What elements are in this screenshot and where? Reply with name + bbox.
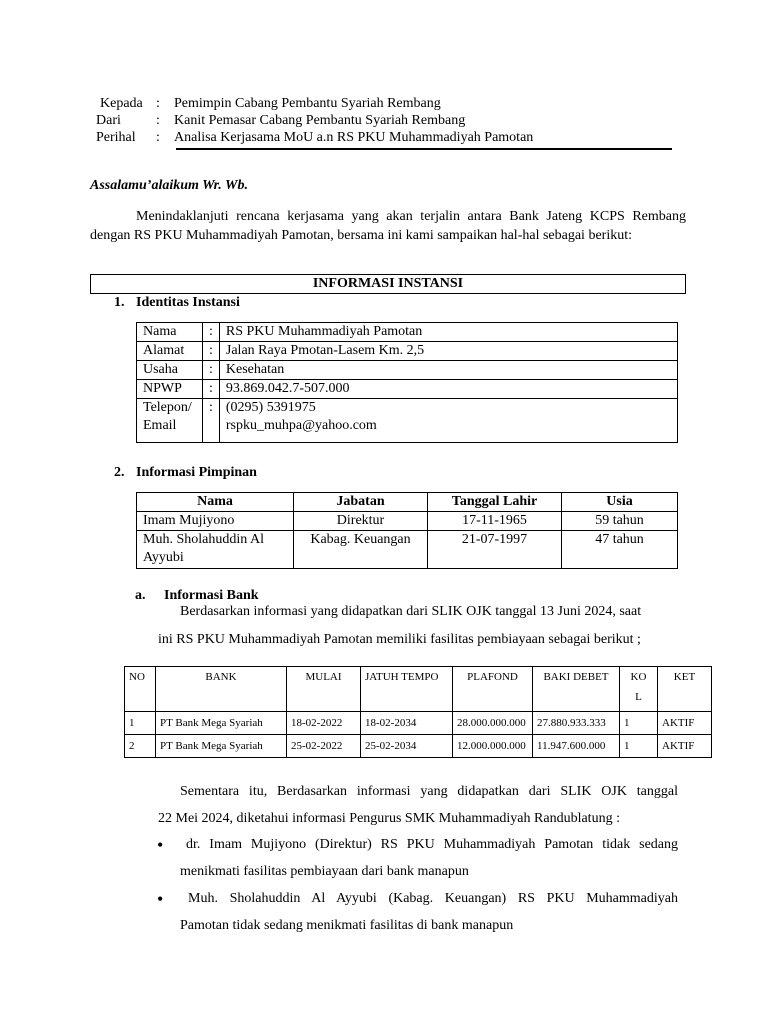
table-row [137, 380, 678, 399]
header-colon: : [156, 113, 160, 128]
identitas-table [136, 322, 678, 443]
identitas-value: RS PKU Muhammadiyah Pamotan [219, 323, 677, 342]
section2-number: 2. [114, 465, 125, 480]
pimpinan-usia: 47 tahun [562, 531, 678, 569]
bank-plafond: 28.000.000.000 [453, 712, 533, 735]
column-header: BANK [156, 667, 287, 712]
pimpinan-jabatan: Direktur [294, 512, 428, 531]
bullet2-line2: Pamotan tidak sedang menikmati fasilitas di bank manapun [180, 918, 514, 933]
table-row [137, 512, 678, 531]
header-value: Kanit Pemasar Cabang Pembantu Syariah Rembang [174, 113, 466, 128]
identitas-label: NPWP [137, 380, 203, 399]
intro-paragraph: Menindaklanjuti rencana kerjasama yang akan terjalin antara Bank Jateng KCPS Rembang dengan RS PKU Muhammadiyah Pamotan, bersama ini kami sampaikan hal-hal sebagai berikut: [90, 209, 686, 243]
identitas-colon: : [203, 380, 220, 399]
contact-email: rspku_muhpa@yahoo.com [225, 418, 377, 433]
pimpinan-nama: Imam Mujiyono [137, 512, 294, 531]
pimpinan-nama: Muh. Sholahuddin Al Ayyubi [137, 531, 294, 569]
identitas-colon: : [203, 323, 220, 342]
section-a-line2: ini RS PKU Muhammadiyah Pamotan memiliki fasilitas pembiayaan sebagai berikut ; [158, 632, 641, 647]
closing-line1: Sementara itu, Berdasarkan informasi yang didapatkan dari SLIK OJK tanggal [180, 784, 678, 799]
bank-mulai: 18-02-2022 [287, 712, 361, 735]
info-instansi-title: INFORMASI INSTANSI [90, 274, 686, 294]
bank-jatuh-tempo: 25-02-2034 [361, 735, 453, 758]
closing-line2: 22 Mei 2024, diketahui informasi Pengurus SMK Muhammadiyah Randublatung : [158, 811, 620, 826]
header-colon: : [156, 96, 160, 111]
bank-ket: AKTIF [658, 712, 712, 735]
bank-ket: AKTIF [658, 735, 712, 758]
column-header: PLAFOND [453, 667, 533, 712]
header-value: Pemimpin Cabang Pembantu Syariah Rembang [174, 96, 441, 111]
column-header: NO [125, 667, 156, 712]
pimpinan-table [136, 492, 678, 569]
header-row-dari [96, 112, 465, 129]
table-row [137, 531, 678, 569]
bank-table [124, 666, 712, 758]
header-label: Dari [96, 113, 121, 128]
table-header-row [137, 493, 678, 512]
header-colon: : [156, 130, 160, 145]
column-header-part: L [635, 691, 642, 703]
identitas-value: Kesehatan [219, 361, 677, 380]
pimpinan-tgl: 17-11-1965 [428, 512, 562, 531]
identitas-value [219, 399, 677, 443]
bank-baki-debet: 11.947.600.000 [533, 735, 620, 758]
column-header: Usia [562, 493, 678, 512]
identitas-colon: : [203, 399, 220, 443]
bank-mulai: 25-02-2022 [287, 735, 361, 758]
bullet-icon: • [157, 835, 164, 855]
column-header [620, 667, 658, 712]
column-header: JATUH TEMPO [361, 667, 453, 712]
bank-name: PT Bank Mega Syariah [156, 735, 287, 758]
bullet1-line2: menikmati fasilitas pembiayaan dari bank manapun [180, 864, 469, 879]
bullet2-line1: Muh. Sholahuddin Al Ayyubi (Kabag. Keuangan) RS PKU Muhammadiyah [188, 891, 678, 906]
bank-no: 1 [125, 712, 156, 735]
table-row [125, 712, 712, 735]
header-row-perihal [96, 129, 533, 146]
table-row [125, 735, 712, 758]
contact-label-phone: Telepon/ [143, 400, 192, 415]
column-header: BAKI DEBET [533, 667, 620, 712]
pimpinan-tgl: 21-07-1997 [428, 531, 562, 569]
section-a-letter: a. [135, 588, 146, 603]
pimpinan-jabatan: Kabag. Keuangan [294, 531, 428, 569]
section2-title: Informasi Pimpinan [136, 465, 257, 480]
header-value: Analisa Kerjasama MoU a.n RS PKU Muhammadiyah Pamotan [174, 130, 534, 145]
table-row [137, 323, 678, 342]
section-a-line1: Berdasarkan informasi yang didapatkan dari SLIK OJK tanggal 13 Juni 2024, saat [180, 604, 642, 619]
identitas-value: 93.869.042.7-507.000 [219, 380, 677, 399]
column-header: Jabatan [294, 493, 428, 512]
identitas-colon: : [203, 342, 220, 361]
identitas-label: Usaha [137, 361, 203, 380]
column-header: MULAI [287, 667, 361, 712]
section1-title: Identitas Instansi [136, 295, 240, 310]
contact-phone: (0295) 5391975 [225, 400, 316, 415]
bank-kol: 1 [620, 735, 658, 758]
bullet-icon: • [157, 889, 164, 909]
header-label: Kepada [100, 96, 143, 111]
table-row [137, 399, 678, 443]
identitas-value: Jalan Raya Pmotan-Lasem Km. 2,5 [219, 342, 677, 361]
bank-baki-debet: 27.880.933.333 [533, 712, 620, 735]
header-divider [176, 148, 672, 150]
identitas-label: Alamat [137, 342, 203, 361]
section1-number: 1. [114, 295, 125, 310]
identitas-label: Nama [137, 323, 203, 342]
header-label: Perihal [96, 130, 136, 145]
bank-kol: 1 [620, 712, 658, 735]
identitas-label [137, 399, 203, 443]
identitas-colon: : [203, 361, 220, 380]
table-row [137, 361, 678, 380]
header-row-kepada [96, 95, 441, 112]
bank-jatuh-tempo: 18-02-2034 [361, 712, 453, 735]
table-row [137, 342, 678, 361]
column-header: Nama [137, 493, 294, 512]
pimpinan-usia: 59 tahun [562, 512, 678, 531]
column-header: KET [658, 667, 712, 712]
table-header-row [125, 667, 712, 712]
bullet1-line1: dr. Imam Mujiyono (Direktur) RS PKU Muhammadiyah Pamotan tidak sedang [186, 837, 678, 852]
section-a-title: Informasi Bank [164, 588, 259, 603]
bank-no: 2 [125, 735, 156, 758]
bank-plafond: 12.000.000.000 [453, 735, 533, 758]
bank-name: PT Bank Mega Syariah [156, 712, 287, 735]
contact-label-email: Email [143, 418, 177, 433]
column-header: Tanggal Lahir [428, 493, 562, 512]
greeting: Assalamu’alaikum Wr. Wb. [90, 178, 248, 193]
column-header-part: KO [630, 671, 647, 683]
